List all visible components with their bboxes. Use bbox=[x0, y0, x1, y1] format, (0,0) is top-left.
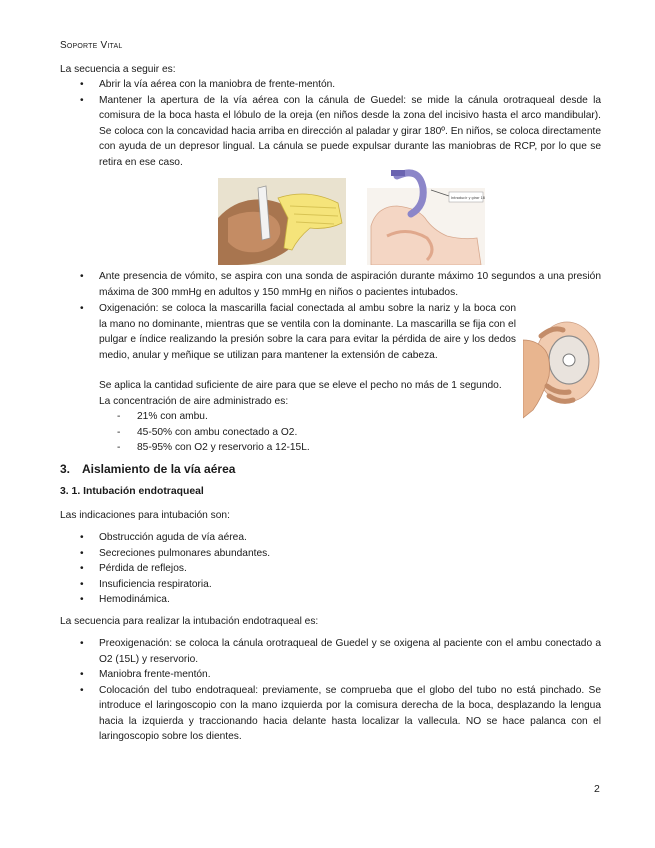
intubation-intro: La secuencia para realizar la intubación endotraqueal es: bbox=[60, 616, 319, 627]
list-item: - 21% con ambu. bbox=[99, 409, 310, 425]
list-item: • Colocación del tubo endotraqueal: previamente, se comprueba que el globo del tubo no está pinchado. Se introduce el laringoscopio con la mano izquierda por la comisura derecha de la boca, desplazando la lengua hacia la izquierda y traccionando hacia delante hasta localizar la vallecula. NO se hace palanca con el laringoscopio sobre los dientes. bbox=[60, 683, 601, 745]
list-item: • Ante presencia de vómito, se aspira con una sonda de aspiración durante máximo 10 segundos a una presión máxima de 300 mmHg en adultos y 150 mmHg en niños o pacientes intubados. bbox=[60, 269, 601, 300]
guedel-figure-label: Introducir y girar 180º bbox=[451, 196, 485, 200]
indications-list bbox=[60, 530, 601, 608]
list-item: - 45-50% con ambu conectado a O2. bbox=[99, 425, 310, 441]
running-header: Soporte Vital bbox=[60, 40, 123, 51]
intubation-steps-list bbox=[60, 636, 601, 745]
list-item: - 85-95% con O2 y reservorio a 12-15L. bbox=[99, 440, 310, 456]
list-item: • Obstrucción aguda de vía aérea. bbox=[60, 530, 601, 546]
oxygenation-text: Oxigenación: se coloca la mascarilla facial conectada al ambu sobre la nariz y la boca con la mano no dominante, mientras que se ventila con la dominante. La mascarilla se fija con el pulgar e índice realizando la presión sobre la cara para evitar la pérdida de aire y los dedos medio, anular y meñique se utilizan para mantener la extensión de cabeza. bbox=[99, 303, 516, 361]
list-item: • Insuficiencia respiratoria. bbox=[60, 577, 601, 593]
list-item: • Secreciones pulmonares abundantes. bbox=[60, 546, 601, 562]
list-item: • Hemodinámica. bbox=[60, 592, 601, 608]
suction-list bbox=[60, 269, 601, 300]
subsection-heading: 3. 1. Intubación endotraqueal bbox=[60, 486, 204, 497]
list-item: • Mantener la apertura de la vía aérea con la cánula de Guedel: se mide la cánula orotraqueal desde la comisura de la boca hasta el lóbulo de la oreja (en niños desde la zona del incisivo hasta el arco mandibular). Se coloca con la concavidad hacia arriba en dirección al paladar y girar 180º. En niños, se coloca directamente con ayuda de un depresor lingual. La cánula se puede expulsar durante las maniobras de RCP, por lo que se retira en ese caso. bbox=[60, 93, 601, 171]
oxygenation-list bbox=[60, 301, 516, 363]
section-number: 3. bbox=[60, 462, 71, 476]
list-item: • Maniobra frente-mentón. bbox=[60, 667, 601, 683]
section-title: Aislamiento de la vía aérea bbox=[82, 462, 236, 476]
air-amount-note: Se aplica la cantidad suficiente de aire para que se eleve el pecho no más de 1 segundo. bbox=[99, 380, 502, 391]
airway-steps-list bbox=[60, 77, 601, 170]
head-tilt-illustration bbox=[218, 178, 346, 265]
section-heading bbox=[60, 462, 235, 476]
guedel-cannula-illustration bbox=[367, 166, 485, 265]
mask-ventilation-illustration bbox=[523, 300, 603, 424]
indications-intro: Las indicaciones para intubación son: bbox=[60, 510, 230, 521]
page-number: 2 bbox=[594, 783, 600, 795]
list-item: • Abrir la vía aérea con la maniobra de frente-mentón. bbox=[60, 77, 601, 93]
concentration-list bbox=[99, 409, 310, 456]
list-item: • Pérdida de reflejos. bbox=[60, 561, 601, 577]
list-item bbox=[60, 301, 516, 363]
concentration-intro: La concentración de aire administrado es: bbox=[99, 396, 289, 407]
sequence-intro: La secuencia a seguir es: bbox=[60, 64, 176, 75]
list-item: • Preoxigenación: se coloca la cánula orotraqueal de Guedel y se oxigena al paciente con el ambu conectado a O2 (15L) y reservorio. bbox=[60, 636, 601, 667]
